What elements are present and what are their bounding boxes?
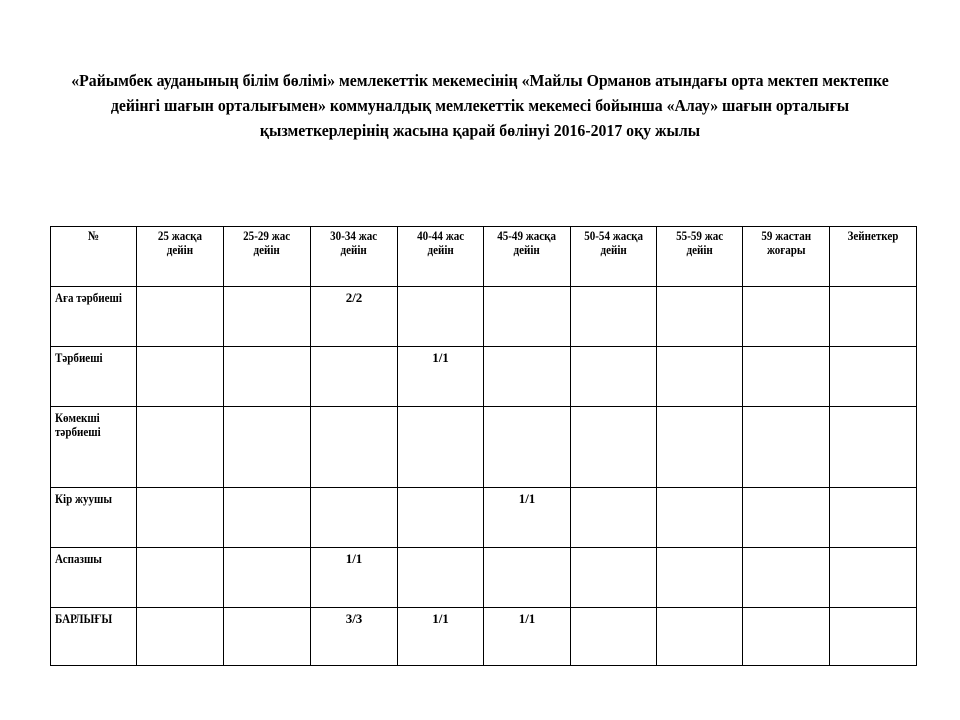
table-cell [311, 488, 398, 548]
row-label: Тәрбиеші [51, 347, 137, 407]
row-label: БАРЛЫҒЫ [51, 608, 137, 666]
table-cell [571, 488, 657, 548]
table-cell [137, 608, 224, 666]
table-cell: 3/3 [311, 608, 398, 666]
row-label: Аға тәрбиеші [51, 287, 137, 347]
table-cell [571, 407, 657, 488]
table-cell [137, 347, 224, 407]
table-cell [137, 488, 224, 548]
table-row [51, 488, 917, 548]
table-header-row [51, 227, 917, 287]
table-cell [398, 488, 484, 548]
header-cell: 40-44 жас дейін [398, 227, 484, 287]
table-cell [137, 287, 224, 347]
table-cell [830, 608, 917, 666]
table-cell [830, 488, 917, 548]
table-cell: 1/1 [311, 548, 398, 608]
table-cell [743, 608, 830, 666]
table-cell [657, 608, 743, 666]
row-label: Аспазшы [51, 548, 137, 608]
header-cell: 45-49 жасқа дейін [484, 227, 571, 287]
table-cell [311, 407, 398, 488]
row-label: Көмекші тәрбиеші [51, 407, 137, 488]
table-cell [398, 407, 484, 488]
table-cell [137, 548, 224, 608]
header-cell: 50-54 жасқа дейін [571, 227, 657, 287]
header-cell: 30-34 жас дейін [311, 227, 398, 287]
table-cell: 2/2 [311, 287, 398, 347]
table-cell [657, 347, 743, 407]
table-cell [657, 548, 743, 608]
table-cell: 1/1 [398, 608, 484, 666]
title-line-2: дейінгі шағын орталығымен» коммуналдық мемлекеттік мекемесі бойынша «Алау» шағын орталығы [110, 96, 850, 115]
header-cell: Зейнеткер [830, 227, 917, 287]
table-cell [484, 287, 571, 347]
table-cell [224, 548, 311, 608]
table-cell [657, 287, 743, 347]
table-cell [224, 488, 311, 548]
table-cell [224, 608, 311, 666]
title-line-1: «Райымбек ауданының білім бөлімі» мемлекеттік мекемесінің «Майлы Орманов атындағы орта мектеп мектепке [71, 71, 889, 90]
table-row [51, 347, 917, 407]
table-cell [137, 407, 224, 488]
header-cell: 25 жасқа дейін [137, 227, 224, 287]
table-cell [743, 548, 830, 608]
table-cell [743, 488, 830, 548]
table-cell [224, 347, 311, 407]
table-cell [311, 347, 398, 407]
header-cell: 55-59 жас дейін [657, 227, 743, 287]
table-cell [830, 548, 917, 608]
table-cell [224, 407, 311, 488]
table-cell [398, 287, 484, 347]
header-cell: 25-29 жас дейін [224, 227, 311, 287]
table-cell [484, 548, 571, 608]
table-row-total [51, 608, 917, 666]
table-cell [571, 608, 657, 666]
table-row [51, 548, 917, 608]
table-row [51, 287, 917, 347]
table-cell: 1/1 [398, 347, 484, 407]
table-cell [398, 548, 484, 608]
table-cell [830, 287, 917, 347]
table-cell: 1/1 [484, 608, 571, 666]
table-cell [830, 347, 917, 407]
title-line-3: қызметкерлерінің жасына қарай бөлінуі 2016-2017 оқу жылы [259, 121, 701, 140]
table-cell [571, 287, 657, 347]
table-row [51, 407, 917, 488]
table-cell [743, 347, 830, 407]
table-cell [571, 347, 657, 407]
header-cell: № [51, 227, 137, 287]
table-cell: 1/1 [484, 488, 571, 548]
header-cell: 59 жастан жоғары [743, 227, 830, 287]
table-cell [743, 407, 830, 488]
table-cell [657, 488, 743, 548]
table-cell [830, 407, 917, 488]
table-cell [743, 287, 830, 347]
staff-age-table [50, 226, 917, 666]
table-cell [657, 407, 743, 488]
table-cell [484, 407, 571, 488]
document-title [71, 68, 889, 143]
table-cell [571, 548, 657, 608]
table-cell [484, 347, 571, 407]
table-cell [224, 287, 311, 347]
row-label: Кір жуушы [51, 488, 137, 548]
